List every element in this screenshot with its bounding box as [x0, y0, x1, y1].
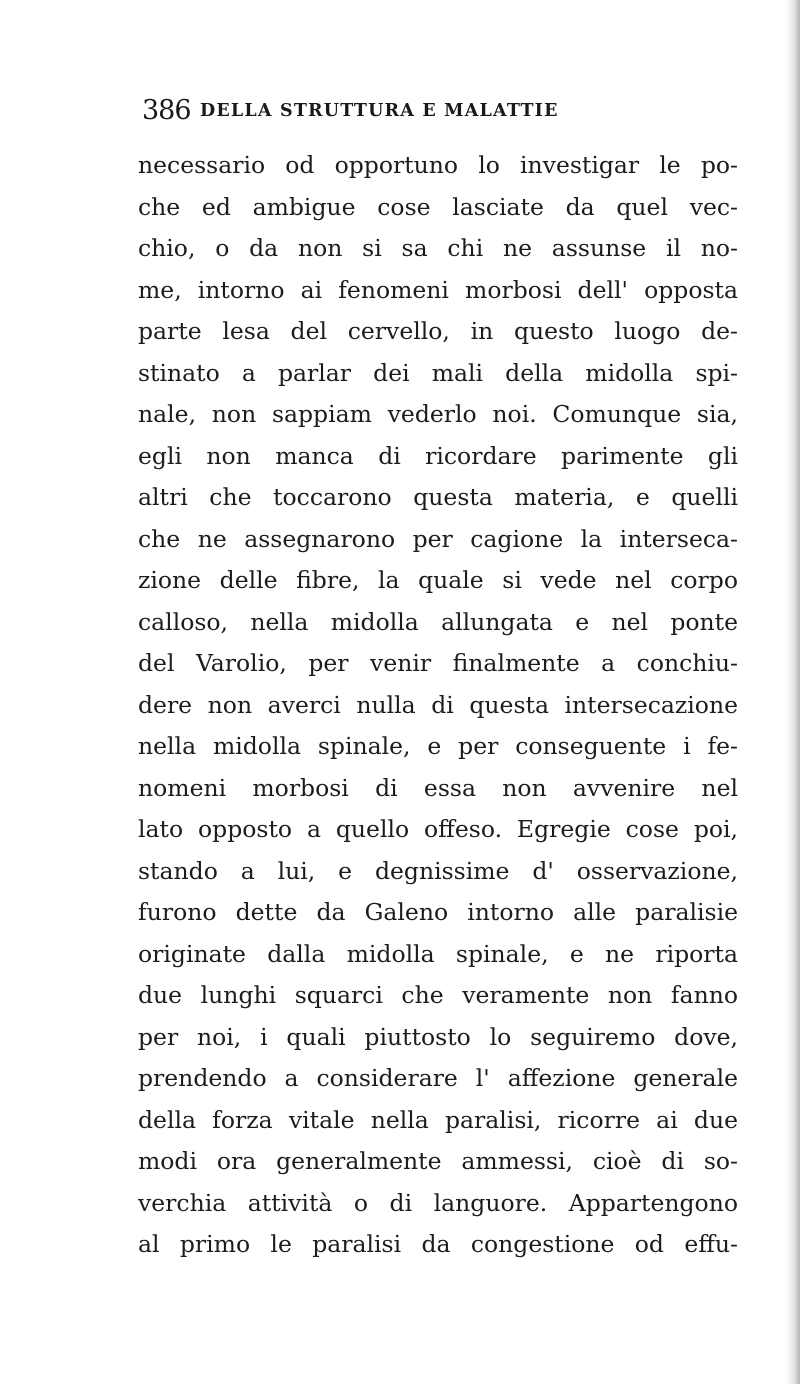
text-line: prendendo a considerare l' affezione generale: [138, 1064, 738, 1092]
text-line: parte lesa del cervello, in questo luogo de-: [138, 317, 738, 345]
text-line: due lunghi squarci che veramente non fanno: [138, 981, 738, 1009]
page-edge-shadow: [786, 0, 800, 1384]
text-line: me, intorno ai fenomeni morbosi dell' opposta: [138, 275, 738, 304]
text-line: chio, o da non si sa chi ne assunse il no-: [138, 234, 738, 262]
text-line: dere non averci nulla di questa intersecazione: [138, 690, 738, 719]
text-line: stando a lui, e degnissime d' osservazione,: [138, 856, 738, 885]
page-number: 386: [142, 95, 191, 126]
text-line: del Varolio, per venir finalmente a conchiu-: [138, 649, 738, 677]
text-line: modi ora generalmente ammessi, cioè di so-: [138, 1147, 738, 1175]
text-line: calloso, nella midolla allungata e nel ponte: [138, 607, 738, 636]
running-head: [142, 95, 702, 135]
running-head-title: DELLA STRUTTURA E MALATTIE: [200, 101, 559, 121]
text-line: originate dalla midolla spinale, e ne riporta: [138, 939, 738, 968]
text-line: verchia attività o di languore. Appartengono: [138, 1188, 738, 1217]
text-line: nomeni morbosi di essa non avvenire nel: [138, 773, 738, 802]
text-line: che ne assegnarono per cagione la interseca-: [138, 524, 738, 553]
text-line: lato opposto a quello offeso. Egregie cose poi,: [138, 815, 738, 843]
text-line: furono dette da Galeno intorno alle paralisie: [138, 898, 738, 926]
text-line: zione delle fibre, la quale si vede nel corpo: [138, 566, 738, 594]
text-line: egli non manca di ricordare parimente gli: [138, 441, 738, 470]
text-line: nella midolla spinale, e per conseguente i fe-: [138, 732, 738, 760]
text-line: stinato a parlar dei mali della midolla spi-: [138, 358, 738, 387]
text-line: della forza vitale nella paralisi, ricorre ai due: [138, 1105, 738, 1134]
text-line: per noi, i quali piuttosto lo seguiremo dove,: [138, 1022, 738, 1051]
text-line: al primo le paralisi da congestione od effu-: [138, 1230, 738, 1258]
text-line: altri che toccarono questa materia, e quelli: [138, 483, 738, 511]
text-line: necessario od opportuno lo investigar le po-: [138, 151, 738, 179]
body-text: [138, 145, 738, 1266]
text-line: che ed ambigue cose lasciate da quel vec-: [138, 192, 738, 221]
text-line: nale, non sappiam vederlo noi. Comunque sia,: [138, 400, 738, 428]
